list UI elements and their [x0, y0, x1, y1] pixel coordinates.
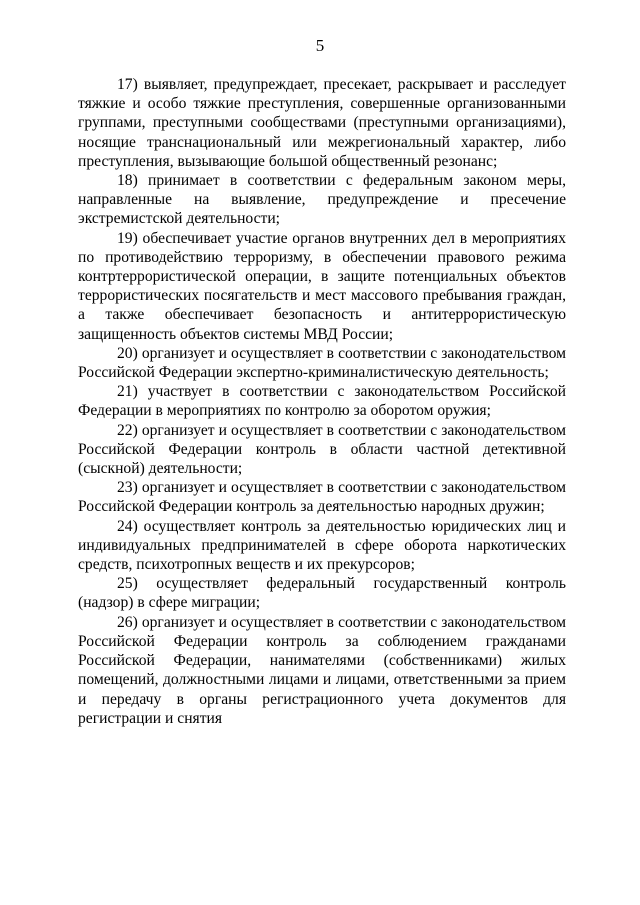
paragraph-item-23: 23) организует и осуществляет в соответствии с законодательством Российской Федерации контроль за деятельностью народных дружин;	[78, 479, 566, 516]
paragraph-item-19: 19) обеспечивает участие органов внутренних дел в мероприятиях по противодействию терроризму, в обеспечении правового режима контртеррористической операции, в защите потенциальных объектов террористических посягательств и мест массового пребывания граждан, а также обеспечивает безопасность и антитеррористическую защищенность объектов системы МВД России;	[78, 229, 566, 343]
paragraph-item-24: 24) осуществляет контроль за деятельностью юридических лиц и индивидуальных предпринимателей в сфере оборота наркотических средств, психотропных веществ и их прекурсоров;	[78, 517, 566, 574]
document-body	[78, 75, 566, 728]
paragraph-item-22: 22) организует и осуществляет в соответствии с законодательством Российской Федерации контроль в области частной детективной (сыскной) деятельности;	[78, 421, 566, 478]
paragraph-item-20: 20) организует и осуществляет в соответствии с законодательством Российской Федерации экспертно-криминалистическую деятельность;	[78, 344, 566, 382]
paragraph-item-21: 21) участвует в соответствии с законодательством Российской Федерации в мероприятиях по контролю за оборотом оружия;	[78, 383, 566, 420]
paragraph-item-26: 26) организует и осуществляет в соответствии с законодательством Российской Федерации контроль за соблюдением гражданами Российской Федерации, нанимателями (собственниками) жилых помещений, должностными лицами и лицами, ответственными за прием и передачу в органы регистрационного учета документов для регистрации и снятия	[78, 613, 566, 727]
paragraph-item-17: 17) выявляет, предупреждает, пресекает, раскрывает и расследует тяжкие и особо тяжкие преступления, совершенные организованными группами, преступными сообществами (преступными организациями), носящие транснациональный или межрегиональный характер, либо преступления, вызывающие большой общественный резонанс;	[78, 76, 566, 170]
paragraph-item-25: 25) осуществляет федеральный государственный контроль (надзор) в сфере миграции;	[78, 575, 566, 612]
page-number: 5	[315, 36, 325, 55]
paragraph-item-18: 18) принимает в соответствии с федеральным законом меры, направленные на выявление, предупреждение и пресечение экстремистской деятельности;	[78, 172, 566, 228]
